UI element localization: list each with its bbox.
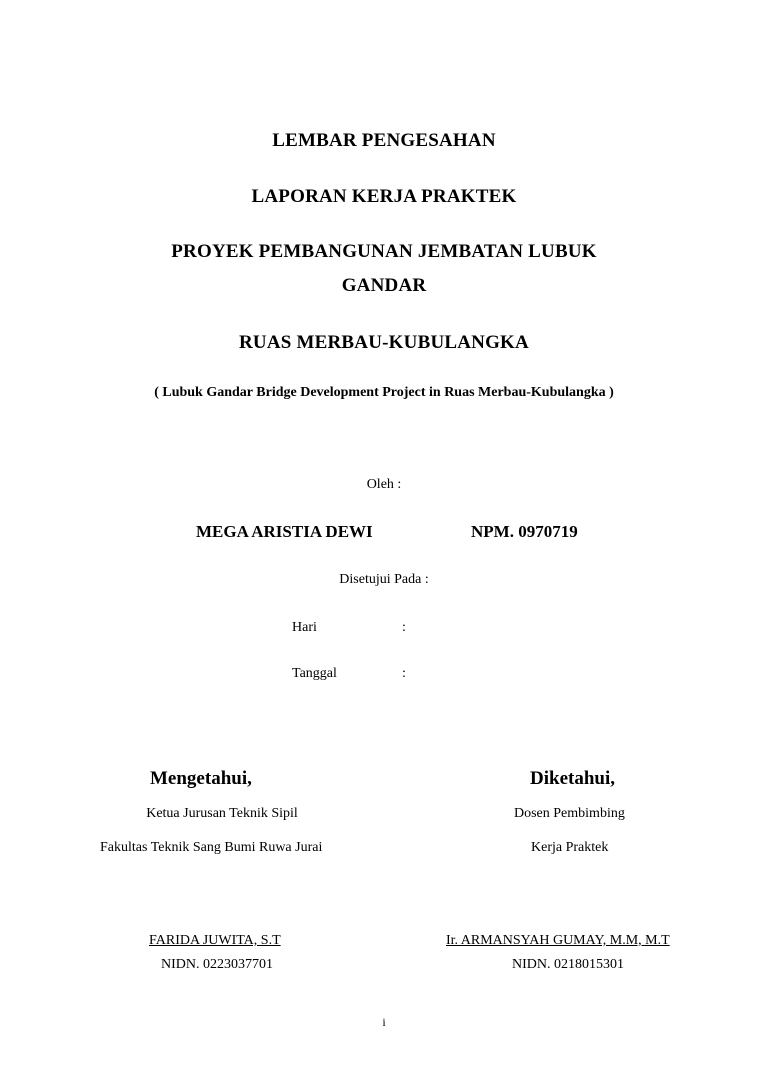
date-colon: : — [402, 666, 406, 681]
left-signatory-id: NIDN. 0223037701 — [161, 957, 273, 972]
left-signature-role-line2: Fakultas Teknik Sang Bumi Ruwa Jurai — [100, 840, 323, 855]
route-title: RUAS MERBAU-KUBULANGKA — [239, 332, 529, 353]
left-signature-role-line1: Ketua Jurusan Teknik Sipil — [146, 806, 298, 821]
author-npm: NPM. 0970719 — [471, 522, 578, 541]
page-title: LEMBAR PENGESAHAN — [272, 130, 496, 151]
right-signatory-name: Ir. ARMANSYAH GUMAY, M.M, M.T — [446, 933, 670, 948]
right-signatory-id: NIDN. 0218015301 — [512, 957, 624, 972]
english-title: ( Lubuk Gandar Bridge Development Project in Ruas Merbau-Kubulangka ) — [154, 385, 614, 400]
right-signature-heading: Diketahui, — [530, 768, 615, 789]
left-signature-heading: Mengetahui, — [150, 768, 252, 789]
project-title-line2: GANDAR — [341, 275, 427, 296]
left-signatory-name: FARIDA JUWITA, S.T — [149, 933, 281, 948]
day-label: Hari — [292, 620, 317, 635]
report-type: LAPORAN KERJA PRAKTEK — [251, 186, 517, 207]
date-label: Tanggal — [292, 666, 337, 681]
approval-label: Disetujui Pada : — [339, 572, 429, 587]
day-colon: : — [402, 620, 406, 635]
author-name: MEGA ARISTIA DEWI — [196, 522, 373, 541]
page-number: i — [382, 1015, 386, 1029]
by-label: Oleh : — [366, 477, 402, 492]
right-signature-role-line2: Kerja Praktek — [531, 840, 609, 855]
project-title-line1: PROYEK PEMBANGUNAN JEMBATAN LUBUK — [171, 241, 597, 262]
right-signature-role-line1: Dosen Pembimbing — [514, 806, 625, 821]
